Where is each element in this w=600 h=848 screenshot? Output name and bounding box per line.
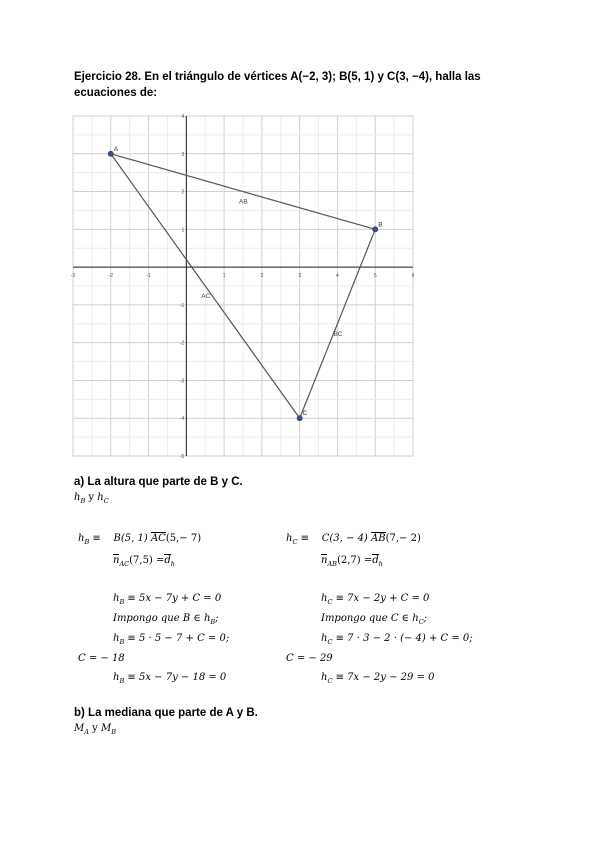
- y-tick-label: 3: [181, 151, 185, 158]
- x-tick-label: 6: [411, 273, 415, 280]
- hb-c-value: C = − 18: [78, 653, 125, 664]
- side-label-ac: AC: [201, 293, 211, 300]
- hb-impongo: Impongo que B ∈ $h_B$;: [113, 613, 219, 626]
- hc-impongo: Impongo que C ∈ $h_C$;: [321, 613, 428, 626]
- y-tick-label: -2: [179, 340, 185, 347]
- part-a-subtitle: $h_B$ y $h_C$: [74, 492, 109, 505]
- hc-general-equation: $h_C \equiv 7x - 2y + C = 0$: [321, 593, 430, 606]
- side-label-bc: BC: [333, 330, 343, 338]
- hc-definition: $h_C$ ≡ C(3, − 4) AB(7,− 2): [286, 533, 421, 546]
- y-tick-label: -3: [179, 378, 185, 385]
- vertex-label-c: C: [302, 410, 308, 418]
- part-a-title: a) La altura que parte de B y C.: [74, 476, 243, 488]
- x-tick-label: -2: [108, 273, 114, 280]
- part-b-subtitle: $M_A$ y $M_B$: [74, 723, 116, 736]
- y-tick-label: -1: [179, 302, 185, 309]
- side-label-ab: AB: [239, 198, 248, 206]
- vertex-a: [108, 151, 113, 156]
- exercise-heading: Ejercicio 28. En el triángulo de vértices A(−2, 3); B(5, 1) y C(3, −4), halla las ecuaciones de:: [74, 71, 481, 99]
- y-tick-label: 4: [181, 114, 185, 120]
- hb-substitution: $h_B \equiv 5 \cdot 5 - 7 + C = 0$;: [113, 633, 230, 646]
- x-tick-label: 4: [336, 273, 339, 280]
- hb-final-equation: $h_B \equiv 5x - 7y - 18 = 0$: [113, 672, 227, 685]
- vertex-b: [373, 227, 378, 232]
- hc-final-equation: $h_C \equiv 7x - 2y - 29 = 0$: [321, 672, 435, 685]
- x-tick-label: 2: [260, 273, 264, 280]
- y-tick-label: 1: [181, 227, 185, 234]
- y-tick-label: -4: [179, 416, 185, 423]
- vertex-label-b: B: [378, 221, 383, 229]
- vertex-c: [297, 416, 302, 421]
- part-b-title: b) La mediana que parte de A y B.: [74, 707, 258, 719]
- y-tick-label: -5: [179, 454, 185, 460]
- x-tick-label: -3: [70, 273, 76, 280]
- x-tick-label: -1: [146, 273, 151, 280]
- x-tick-label: 1: [222, 273, 226, 280]
- hb-general-equation: $h_B \equiv 5x - 7y + C = 0$: [113, 593, 222, 606]
- y-tick-label: 2: [181, 189, 185, 196]
- hc-normal-vector: $n_{AB}(2,7) =d_h$: [321, 555, 383, 568]
- hc-c-value: C = − 29: [286, 653, 333, 664]
- hc-substitution: $h_C \equiv 7 \cdot 3 - 2$ · (− 4) + C = 0;: [321, 633, 473, 646]
- hb-definition: $h_B$ ≡ B(5, 1) AC(5,− 7): [78, 533, 202, 546]
- x-tick-label: 5: [373, 273, 377, 280]
- hb-normal-vector: $n_{AC}(7,5) =d_h$: [113, 555, 175, 568]
- vertex-label-a: A: [113, 145, 119, 153]
- x-tick-label: 3: [298, 273, 302, 280]
